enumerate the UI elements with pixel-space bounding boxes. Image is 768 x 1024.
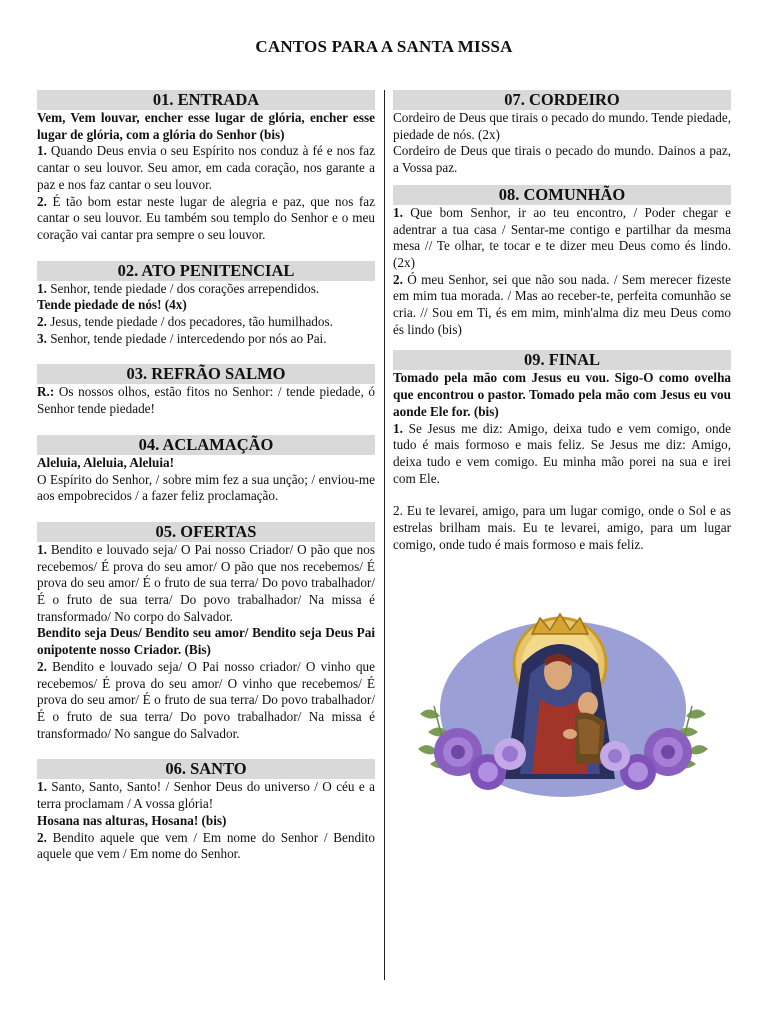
section-heading: 06. SANTO	[37, 759, 375, 779]
section-ato-penitencial	[37, 261, 375, 348]
verse	[37, 281, 375, 298]
child-face	[578, 692, 598, 716]
section-heading: 04. ACLAMAÇÃO	[37, 435, 375, 455]
refrain: Aleluia, Aleluia, Aleluia!	[37, 454, 175, 470]
verse-number: 2.	[37, 193, 47, 209]
verse-text: Ó meu Senhor, sei que não sou nada. / Sem merecer fizeste em mim tua morada. / Mas ao receber-te, perfeita comunhão se cria. // Sou em Ti, és em mim, minh'alma diz meu Deus como és lindo (bis)	[393, 271, 731, 337]
verse	[37, 331, 375, 348]
verse-text: Cordeiro de Deus que tirais o pecado do mundo. Dainos a paz, a Vossa paz.	[393, 143, 731, 176]
verse-number: 2.	[37, 658, 47, 674]
verse	[37, 830, 375, 863]
verse	[37, 779, 375, 812]
refrain: Tomado pela mão com Jesus eu vou. Sigo-O como ovelha que encontrou o pastor. Tomado pela mão com Jesus eu vou aonde Ele for. (bis)	[393, 370, 731, 419]
response-label: R.:	[37, 384, 55, 400]
verse	[393, 205, 731, 272]
refrain: Vem, Vem louvar, encher esse lugar de glória, encher esse lugar de glória, com a glória do Senhor (bis)	[37, 110, 375, 142]
section-heading: 01. ENTRADA	[37, 90, 375, 110]
verse-number: 2.	[393, 271, 403, 287]
section-comunhao	[393, 185, 731, 339]
section-heading: 05. OFERTAS	[37, 522, 375, 542]
verse-number: 1.	[37, 779, 47, 795]
verse-text: Senhor, tende piedade / intercedendo por nós ao Pai.	[46, 330, 327, 346]
column-divider	[384, 90, 385, 980]
verse	[393, 503, 731, 553]
verse-number: 2.	[37, 829, 47, 845]
right-column	[393, 90, 731, 553]
page-title: CANTOS PARA A SANTA MISSA	[255, 37, 513, 56]
verse	[393, 421, 731, 488]
section-santo	[37, 759, 375, 863]
verse-text: Que bom Senhor, ir ao teu encontro, / Poder chegar e adentrar a tua casa / Sentar-me contigo e partilhar da mesma mesa // Te olhar, te tocar e te dizer meu Deus como és lindo. (2x)	[393, 204, 731, 270]
verse-number: 1.	[37, 541, 47, 557]
verse-text: É tão bom estar neste lugar de alegria e paz, que nos faz cantar o seu louvor. Eu também sou templo do Senhor e o meu coração vai cantar pra sempre o seu louvor.	[37, 193, 375, 242]
verse-text: Cordeiro de Deus que tirais o pecado do mundo. Tende piedade, piedade de nós. (2x)	[393, 110, 731, 142]
devotional-image	[410, 604, 716, 804]
verse-text: Os nossos olhos, estão fitos no Senhor: / tende piedade, ó Senhor tende piedade!	[37, 384, 375, 417]
refrain: Bendito seja Deus/ Bendito seu amor/ Bendito seja Deus Pai onipotente nosso Criador. (Bis)	[37, 625, 375, 658]
verse-number: 2.	[393, 503, 403, 519]
section-heading: 09. FINAL	[393, 350, 731, 370]
verse-text: Jesus, tende piedade / dos pecadores, tão humilhados.	[46, 314, 333, 330]
verse	[37, 194, 375, 244]
verse-number: 1.	[393, 420, 403, 436]
section-heading: 03. REFRÃO SALMO	[37, 364, 375, 384]
verse-number: 3.	[37, 330, 47, 346]
verse-text: Santo, Santo, Santo! / Senhor Deus do universo / O céu e a terra proclamam / A vossa glória!	[37, 779, 375, 812]
verse	[37, 143, 375, 193]
verse-text: Eu te levarei, amigo, para um lugar comigo, onde o Sol e as estrelas brilham mais. Eu te levarei, amigo, para um lugar comigo, onde tudo é mais formoso e mais feliz.	[393, 503, 731, 552]
verse-text: Bendito aquele que vem / Em nome do Senhor / Bendito aquele que vem / Em nome do Senhor.	[37, 829, 375, 862]
crown-icon	[532, 614, 588, 634]
refrain: Hosana nas alturas, Hosana! (bis)	[37, 812, 227, 828]
verse-number: 1.	[37, 280, 47, 296]
left-column	[37, 90, 375, 863]
verse-text: O Espírito do Senhor, / sobre mim fez a sua unção; / enviou-me aos empobrecidos / a fazer feliz proclamação.	[37, 471, 375, 504]
section-ofertas	[37, 522, 375, 742]
section-cordeiro	[393, 90, 731, 177]
section-entrada	[37, 90, 375, 244]
verse	[37, 542, 375, 626]
section-heading: 02. ATO PENITENCIAL	[37, 261, 375, 281]
verse	[37, 314, 375, 331]
section-final	[393, 350, 731, 553]
verse-text: Bendito e louvado seja/ O Pai nosso Criador/ O pão que nos recebemos/ É prova do seu amor/ O pão que nos recebemos/ É prova do seu amor/ É o fruto de sua terra/ Do povo trabalhador/ É o fruto de sua terra/ Do povo trabalhador/ Na missa é transformado/ No corpo do Salvador.	[37, 541, 375, 624]
verse-number: 1.	[37, 143, 47, 159]
verse-number: 2.	[37, 314, 47, 330]
section-aclamacao	[37, 435, 375, 505]
verse	[37, 384, 375, 417]
verse	[37, 659, 375, 743]
verse-text: Quando Deus envia o seu Espírito nos conduz à fé e nos faz cantar o seu louvor. Seu amor, em cada coração, nos garante a paz e nos faz cantar o seu louvor.	[37, 143, 375, 192]
verse-text: Senhor, tende piedade / dos corações arrependidos.	[46, 280, 320, 296]
verse-number: 1.	[393, 204, 403, 220]
verse-text: Bendito e louvado seja/ O Pai nosso criador/ O vinho que recebemos/ É prova do seu amor/ O vinho que recebemos/ É prova do seu amor/ É o fruto de sua terra/ Do povo trabalhador/ É o fruto de sua terra/ Do povo trabalhador/ Na missa é transformado/ No sangue do Salvador.	[37, 658, 375, 741]
refrain: Tende piedade de nós! (4x)	[37, 297, 187, 313]
verse	[393, 272, 731, 339]
section-refrao-salmo	[37, 364, 375, 417]
section-heading: 07. CORDEIRO	[393, 90, 731, 110]
section-heading: 08. COMUNHÃO	[393, 185, 731, 205]
verse-text: Se Jesus me diz: Amigo, deixa tudo e vem comigo, onde tudo é mais formoso e mais feliz. Se Jesus me diz: Amigo, deixa tudo e vem comigo. Eu minha mão porei na sua e irei com Ele.	[393, 420, 731, 486]
